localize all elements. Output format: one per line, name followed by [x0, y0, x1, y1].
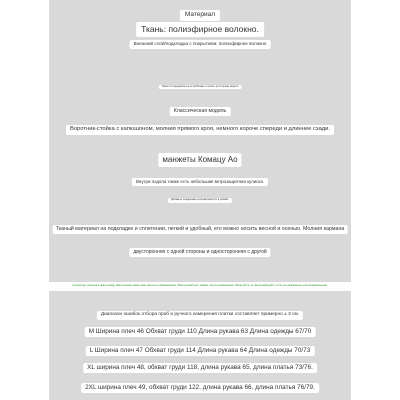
tiny-note-1: Нужно ли пододвигаться на проблемы и трогать на сторонах модели: [159, 85, 242, 89]
cuffs-label: манжеты Комацу Ао: [158, 153, 241, 167]
material-heading: Материал: [180, 10, 220, 21]
product-details-panel: [49, 0, 351, 282]
size-chart-panel: [49, 291, 351, 400]
size-row: M Ширина плеч 46 Обхват груди 110 Длина рукава 63 Длина одежды 67/70: [85, 327, 316, 337]
color-disclaimer: Существует разница в цвете между фактическим также само цветом и изображением. Фактический цвет товара, так на изображении. Пожалуйста, не фотографируйте, если это напряжение для неправильными.: [72, 284, 328, 287]
exterior-note: Внешний слой/подкладка с покрытием: полиэфирное волокно: [130, 40, 271, 49]
size-row: 2XL ширина плеч 49, обхват груди 122, длина рукава 66, длина платья 76/79.: [81, 383, 319, 393]
model-description: Воротник-стойка с капюшоном, молния прямого кроя, немного короче спереди и длиннее сзади.: [66, 125, 334, 135]
model-heading: Классическая модель: [170, 107, 231, 116]
tiny-note-2: Добавьте подарками интерактивности в дизайн.: [168, 198, 232, 203]
zipper-note: двусторонняя с одной стороны и односторонняя с другой: [129, 248, 270, 257]
inner-hood-note: Внутри подола также есть небольшая ветрозащитная кулиска.: [132, 178, 268, 186]
size-row: L Ширина плеч 47 Обхват груди 114 Длина рукава 64 Длина одежды 70/73: [86, 346, 315, 356]
material-value: Ткань: полиэфирное волокно.: [136, 22, 264, 37]
size-row: XL ширина плеч 48, обхват груди 118, длина рукава 65, длина платья 73/76.: [83, 363, 317, 373]
measurement-error-note: Диапазон ошибок отбора проб и ручного измерения плитки составляет примерно ± 3 см.: [97, 311, 303, 320]
fabric-description: Тканый материал на подкладке и сплетении, легкий и удобный, его можно носить весной и осенью. Молния кармана: [53, 225, 348, 234]
